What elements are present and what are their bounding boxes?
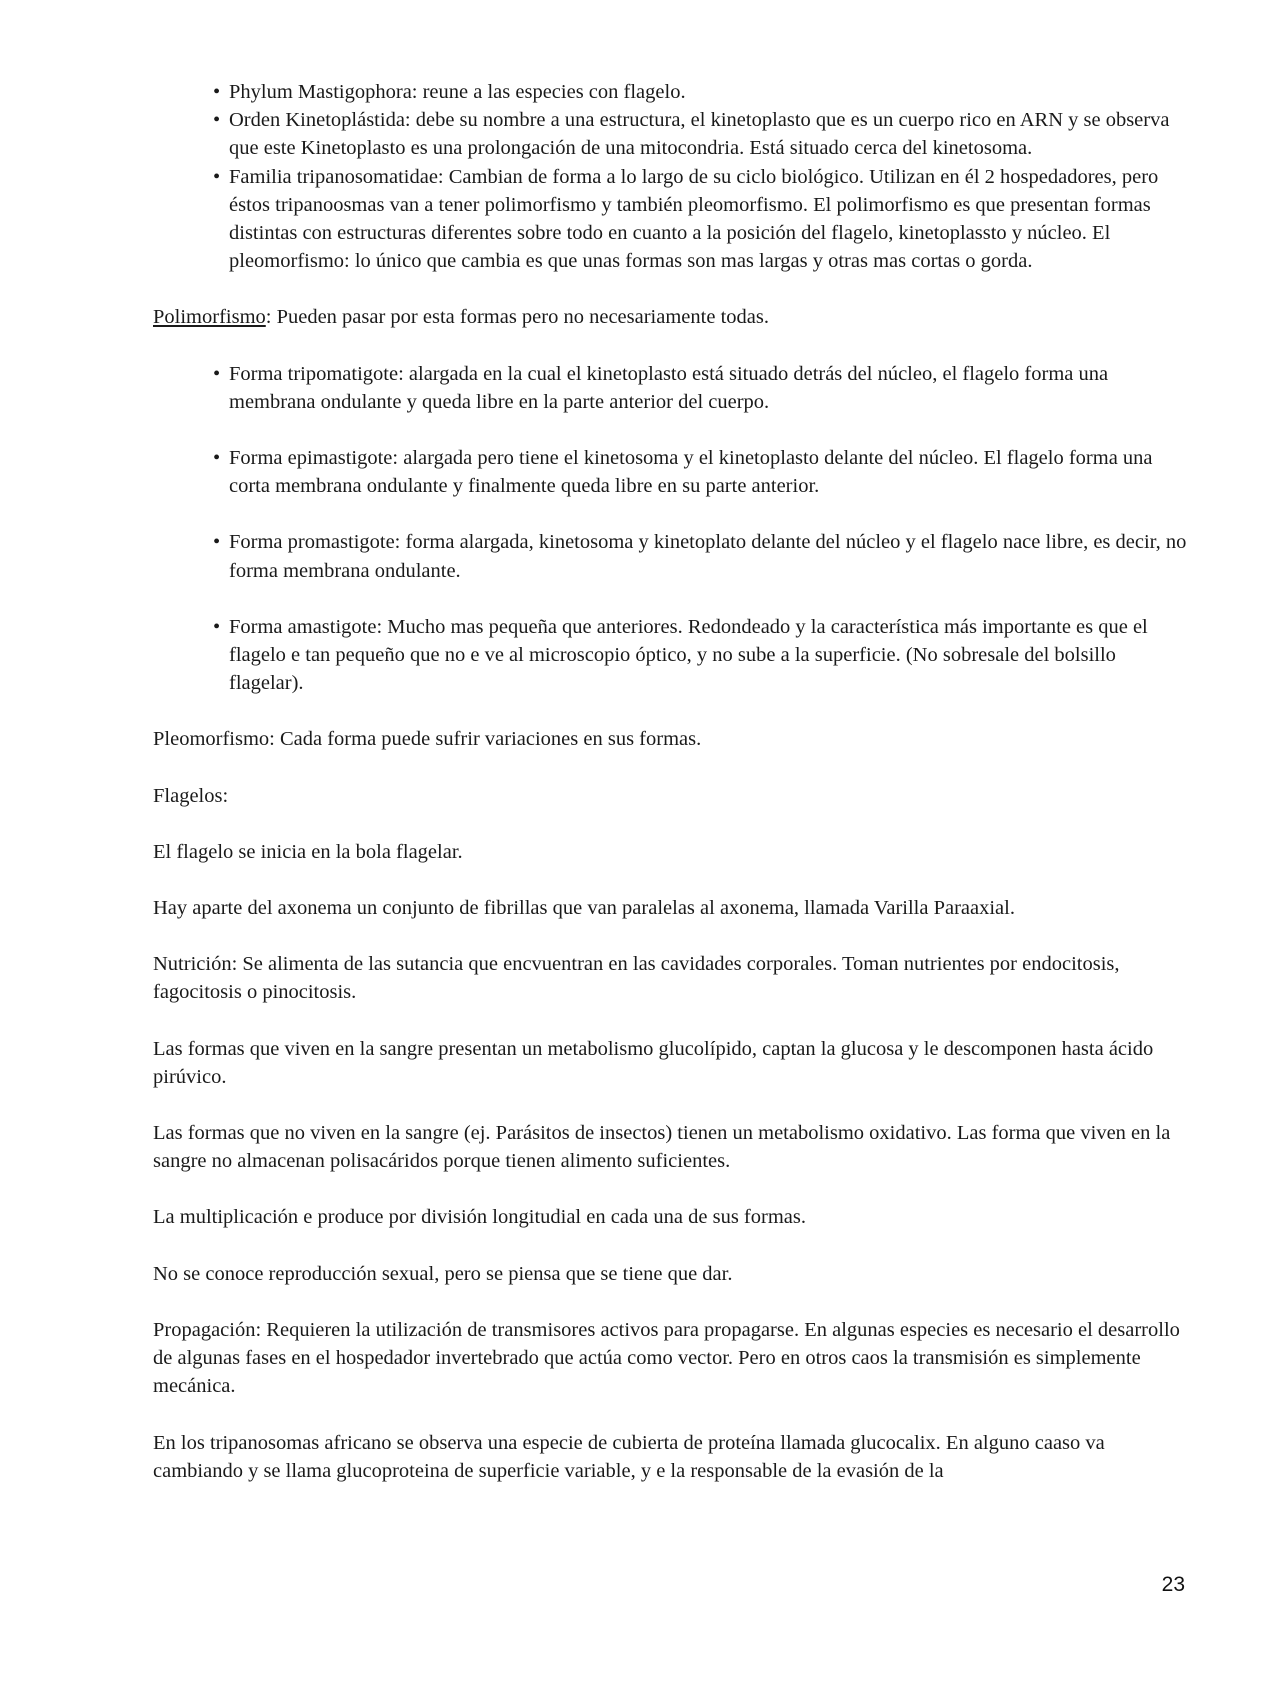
polimorfismo-paragraph bbox=[153, 303, 1188, 331]
list-item bbox=[213, 444, 1188, 500]
list-item-text: Forma amastigote: Mucho mas pequeña que anteriores. Redondeado y la característica más importante es que el flagelo e tan pequeño que no e ve al microscopio óptico, y no sube a la superficie. (No sobresale del bolsillo flagelar). bbox=[229, 615, 1148, 695]
bullet-icon: • bbox=[213, 81, 221, 103]
paragraph: Hay aparte del axonema un conjunto de fibrillas que van paralelas al axonema, llamada Varilla Paraaxial. bbox=[153, 897, 1015, 920]
list-item-text: Forma tripomatigote: alargada en la cual el kinetoplasto está situado detrás del núcleo, el flagelo forma una membrana ondulante y queda libre en la parte anterior del cuerpo. bbox=[229, 362, 1109, 413]
paragraph: No se conoce reproducción sexual, pero se piensa que se tiene que dar. bbox=[153, 1262, 733, 1285]
taxonomy-list bbox=[153, 78, 1188, 275]
list-item bbox=[213, 528, 1188, 584]
list-item bbox=[213, 613, 1188, 698]
bullet-icon: • bbox=[213, 531, 221, 554]
list-item bbox=[213, 163, 1188, 276]
paragraph: Las formas que no viven en la sangre (ej. Parásitos de insectos) tienen un metabolismo oxidativo. Las forma que viven en la sangre no almacenan polisacáridos porque tienen alimento suficientes. bbox=[153, 1122, 1171, 1173]
bullet-icon: • bbox=[213, 109, 221, 132]
list-item-text: Forma epimastigote: alargada pero tiene el kinetosoma y el kinetoplasto delante del núcleo. El flagelo forma una corta membrana ondulante y finalmente queda libre en su parte anterior. bbox=[229, 447, 1153, 498]
paragraph: En los tripanosomas africano se observa una especie de cubierta de proteína llamada glucocalix. En alguno caaso va cambiando y se llama glucoproteina de superficie variable, y e la responsable de la evasión de la bbox=[153, 1431, 1105, 1482]
paragraph: Propagación: Requieren la utilización de transmisores activos para propagarse. En algunas especies es necesario el desarrollo de algunas fases en el hospedador invertebrado que actúa como vector. Pero en otros caos la transmisión es simplemente mecánica. bbox=[153, 1318, 1180, 1398]
list-item bbox=[213, 78, 1188, 106]
list-item-text: Phylum Mastigophora: reune a las especies con flagelo. bbox=[229, 81, 686, 103]
paragraph: Las formas que viven en la sangre presentan un metabolismo glucolípido, captan la glucosa y le descomponen hasta ácido pirúvico. bbox=[153, 1037, 1154, 1088]
paragraph: Flagelos: bbox=[153, 784, 229, 807]
list-item-text: Forma promastigote: forma alargada, kinetosoma y kinetoplato delante del núcleo y el flagelo nace libre, es decir, no forma membrana ondulante. bbox=[229, 531, 1187, 582]
bullet-icon: • bbox=[213, 447, 221, 470]
bullet-icon: • bbox=[213, 615, 221, 638]
polimorfismo-term: Polimorfismo bbox=[153, 306, 266, 329]
paragraph: Pleomorfismo: Cada forma puede sufrir variaciones en sus formas. bbox=[153, 728, 702, 751]
list-item-text: Familia tripanosomatidae: Cambian de forma a lo largo de su ciclo biológico. Utilizan en él 2 hospedadores, pero éstos tripanoosmas van a tener polimorfismo y también pleomorfismo. El polimorfismo es que presentan formas distintas con estructuras diferentes sobre todo en cuanto a la posición del flagelo, kinetoplassto y núcleo. El pleomorfismo: lo único que cambia es que unas formas son mas largas y otras mas cortas o gorda. bbox=[229, 165, 1159, 273]
list-item-text: Orden Kinetoplástida: debe su nombre a una estructura, el kinetoplasto que es un cuerpo rico en ARN y se observa que este Kinetoplasto es una prolongación de una mitocondria. Está situado cerca del kinetosoma. bbox=[229, 109, 1170, 160]
paragraph: Nutrición: Se alimenta de las sutancia que encvuentran en las cavidades corporales. Toman nutrientes por endocitosis, fagocitosis o pinocitosis. bbox=[153, 953, 1120, 1004]
list-item bbox=[213, 106, 1188, 162]
forms-list bbox=[153, 360, 1188, 698]
page-number: 23 bbox=[1161, 1573, 1185, 1596]
bullet-icon: • bbox=[213, 362, 221, 385]
list-item bbox=[213, 360, 1188, 416]
document-page bbox=[153, 78, 1188, 1485]
paragraph: El flagelo se inicia en la bola flagelar. bbox=[153, 840, 463, 863]
paragraph: La multiplicación e produce por división longitudial en cada una de sus formas. bbox=[153, 1206, 806, 1229]
bullet-icon: • bbox=[213, 165, 221, 188]
polimorfismo-text: : Pueden pasar por esta formas pero no necesariamente todas. bbox=[265, 306, 769, 329]
